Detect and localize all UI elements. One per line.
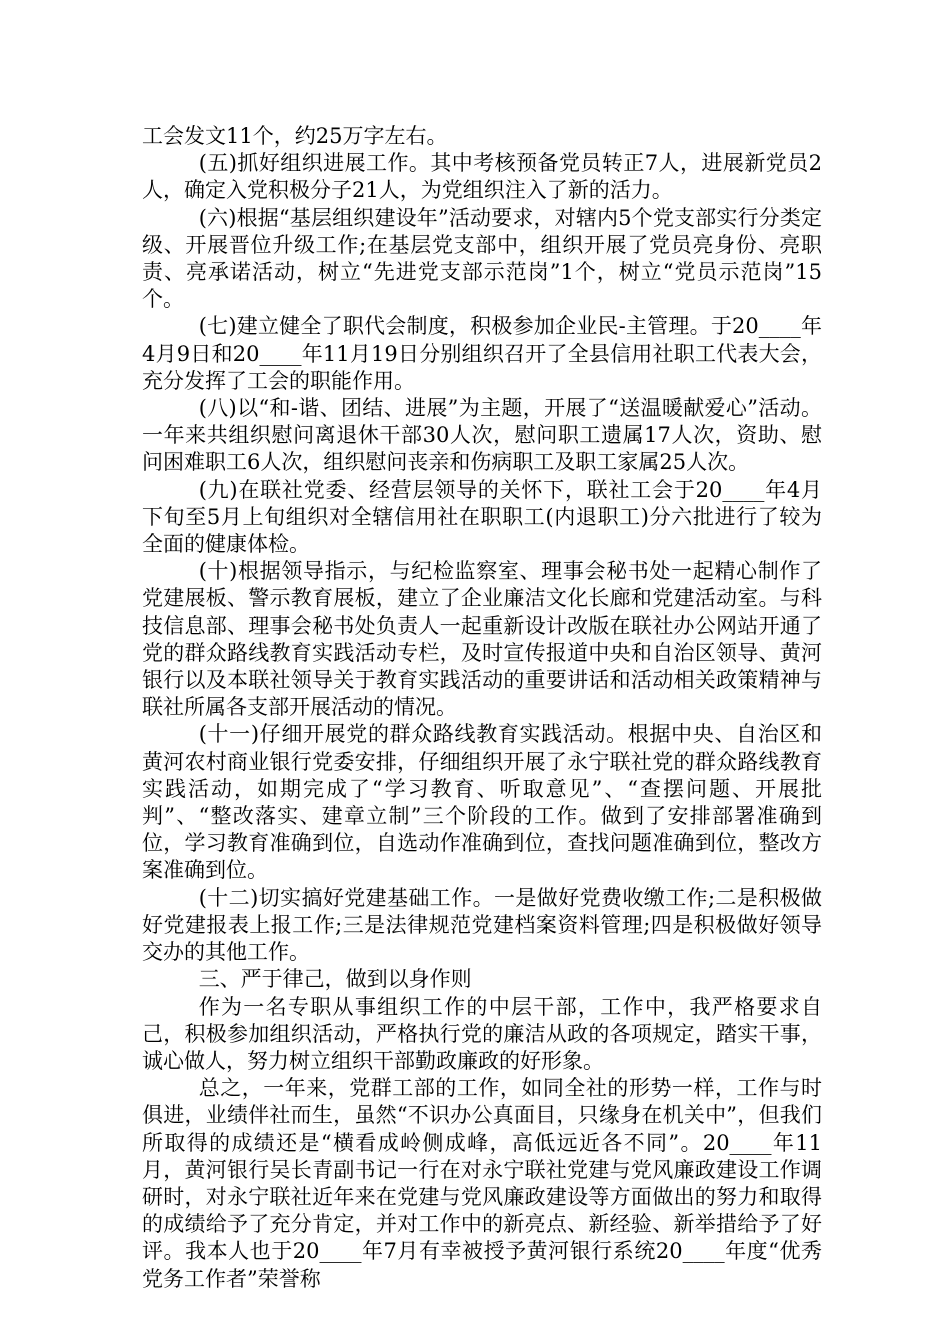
document-body <box>142 123 822 1293</box>
paragraph-9: (十二)切实搞好党建基础工作。一是做好党费收缴工作;二是积极做好党建报表上报工作;三是法律规范党建档案资料管理;四是积极做好领导交办的其他工作。 <box>142 885 822 965</box>
section-heading: 三、严于律己，做到以身作则 <box>198 967 472 992</box>
paragraph-8: (十一)仔细开展党的群众路线教育实践活动。根据中央、自治区和黄河农村商业银行党委安排，仔细组织开展了永宁联社党的群众路线教育实践活动，如期完成了“学习教育、听取意见”、“查摆问题、开展批判”、“整改落实、建章立制”三个阶段的工作。做到了安排部署准确到位，学习教育准确到位，自选动作准确到位，查找问题准确到位，整改方案准确到位。 <box>142 722 822 883</box>
paragraph-3: (六)根据“基层组织建设年”活动要求，对辖内5个党支部实行分类定级、开展晋位升级工作;在基层党支部中，组织开展了党员亮身份、亮职责、亮承诺活动，树立“先进党支部示范岗”1个，树立“党员示范岗”15个。 <box>142 205 822 312</box>
paragraph-1: 工会发文11个，约25万字左右。 <box>142 124 448 148</box>
paragraph-12: 总之，一年来，党群工部的工作，如同全社的形势一样，工作与时俱进，业绩伴社而生，虽然“不识办公真面目，只缘身在机关中”，但我们所取得的成绩还是“横看成岭侧成峰，高低远近各不同”。20____年11月，黄河银行吴长青副书记一行在对永宁联社党建与党风廉政建设工作调研时，对永宁联社近年来在党建与党风廉政建设等方面做出的努力和取得的成绩给予了充分肯定，并对工作中的新亮点、新经验、新举措给予了好评。我本人也于20____年7月有幸被授予黄河银行系统20____年度“优秀党务工作者”荣誉称 <box>142 1076 822 1291</box>
paragraph-5: (八)以“和-谐、团结、进展”为主题，开展了“送温暖献爱心”活动。一年来共组织慰问离退休干部30人次，慰问职工遗属17人次，资助、慰问困难职工6人次，组织慰问丧亲和伤病职工及职工家属25人次。 <box>142 396 822 475</box>
paragraph-6: (九)在联社党委、经营层领导的关怀下，联社工会于20____年4月下旬至5月上旬组织对全辖信用社在职职工(内退职工)分六批进行了较为全面的健康体检。 <box>142 477 822 557</box>
paragraph-4: (七)建立健全了职代会制度，积极参加企业民-主管理。于20____年4月9日和20____年11月19日分别组织召开了全县信用社职工代表大会，充分发挥了工会的职能作用。 <box>142 314 822 393</box>
paragraph-2: (五)抓好组织进展工作。其中考核预备党员转正7人，进展新党员2人，确定入党积极分子21人，为党组织注入了新的活力。 <box>142 151 822 203</box>
paragraph-7: (十)根据领导指示，与纪检监察室、理事会秘书处一起精心制作了党建展板、警示教育展板，建立了企业廉洁文化长廊和党建活动室。与科技信息部、理事会秘书处负责人一起重新设计改版在联社办公网站开通了党的群众路线教育实践活动专栏，及时宣传报道中央和自治区领导、黄河银行以及本联社领导关于教育实践活动的重要讲话和活动相关政策精神与联社所属各支部开展活动的情况。 <box>142 559 822 720</box>
paragraph-11: 作为一名专职从事组织工作的中层干部，工作中，我严格要求自己，积极参加组织活动，严格执行党的廉洁从政的各项规定，踏实干事，诚心做人，努力树立组织干部勤政廉政的好形象。 <box>142 994 822 1073</box>
